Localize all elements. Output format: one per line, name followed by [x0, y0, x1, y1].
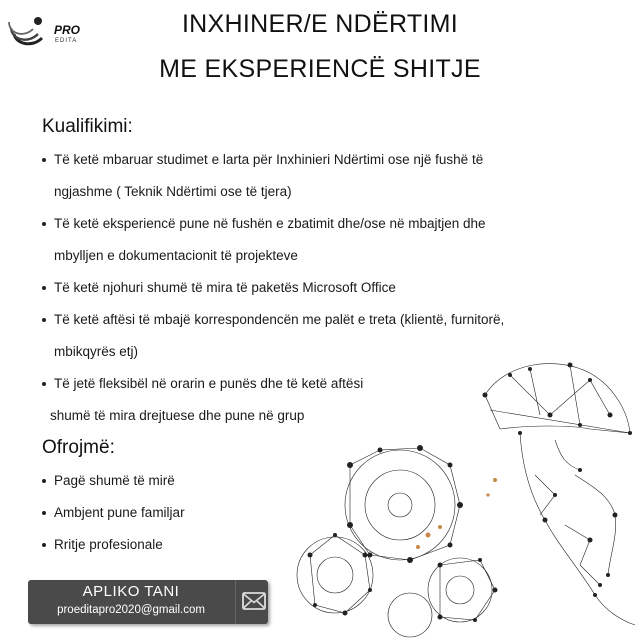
list-item-continuation: shumë të mira drejtuese dhe pune në grup [50, 408, 305, 423]
page-title-line-1: INXHINER/E NDËRTIMI [181, 10, 459, 38]
engineer-gears-network-icon [290, 355, 640, 640]
contact-email[interactable]: proeditapro2020@gmail.com [57, 604, 205, 616]
logo-pro-text: PRO [54, 23, 81, 37]
apply-now-label: APLIKO TANI [82, 583, 180, 600]
list-item: Pagë shumë të mirë [42, 465, 582, 497]
list-item: Të jetë fleksibël në orarin e punës dhe të ketë aftësi [42, 368, 582, 400]
list-item: Të ketë aftësi të mbajë korrespondencën me palët e treta (klientë, furnitorë, [42, 304, 582, 336]
list-item: Të ketë njohuri shumë të mira të paketës Microsoft Office [42, 272, 582, 304]
logo-edita-text: EDITA [55, 38, 78, 44]
qualifications-heading: Kualifikimi: [42, 116, 133, 137]
list-item-continuation: mbylljen e dokumentacionit të projekteve [54, 248, 298, 263]
apply-now-button[interactable] [28, 580, 268, 624]
list-item: Të ketë mbaruar studimet e larta për Inxhinieri Ndërtimi ose një fushë të [42, 144, 582, 176]
envelope-icon[interactable] [242, 589, 266, 613]
list-item-continuation: ngjashme ( Teknik Ndërtimi ose të tjera) [54, 184, 292, 199]
list-item: Rritje profesionale [42, 529, 582, 561]
cta-divider [235, 580, 236, 624]
list-item: Të ketë eksperiencë pune në fushën e zbatimit dhe/ose në mbajtjen dhe [42, 208, 582, 240]
page-title-line-2: ME EKSPERIENCË SHITJE [159, 55, 481, 83]
offers-heading: Ofrojmë: [42, 437, 115, 458]
list-item-continuation: mbikqyrës etj) [54, 344, 139, 359]
list-item: Ambjent pune familjar [42, 497, 582, 529]
